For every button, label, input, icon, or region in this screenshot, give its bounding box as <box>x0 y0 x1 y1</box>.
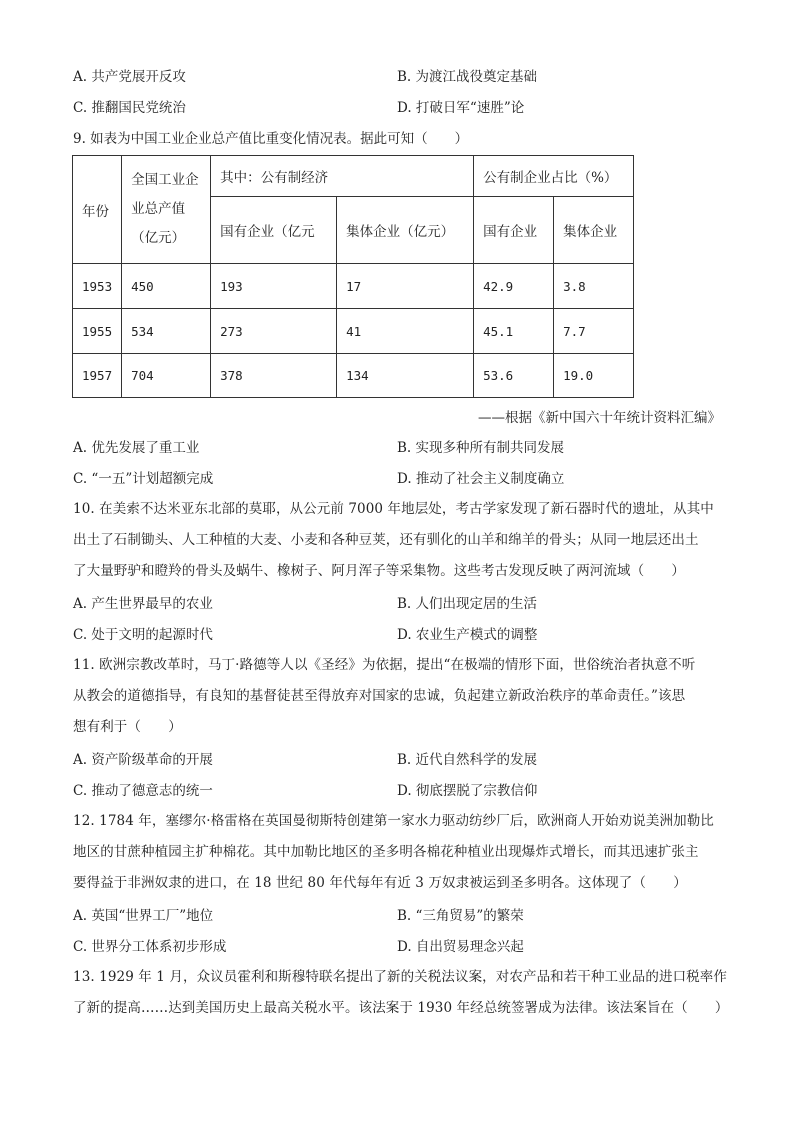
header-public-share: 公有制企业占比（%） <box>474 156 634 197</box>
header-state-share: 国有企业 <box>474 197 554 264</box>
q8-option-a: A. 共产党展开反攻 <box>73 69 186 85</box>
q11-option-a: A. 资产阶级革命的开展 <box>73 752 213 768</box>
q13-stem: 13. 1929 年 1 月，众议员霍利和斯穆特联名提出了新的关税法议案，对农产品和若干种工业品的进口税率作 了新的提高……达到美国历史上最高关税水平。该法案于 1930 年经总统签署成为法律。该法案旨在（ ） <box>73 969 729 1016</box>
header-state-owned: 国有企业（亿元 <box>211 197 337 264</box>
q8-option-c: C. 推翻国民党统治 <box>73 100 186 116</box>
q9-option-c: C. “一五”计划超额完成 <box>73 471 214 487</box>
q10-option-c: C. 处于文明的起源时代 <box>73 627 213 643</box>
header-collective-share: 集体企业 <box>554 197 634 264</box>
q11-option-c: C. 推动了德意志的统一 <box>73 783 213 799</box>
q12-stem: 12. 1784 年，塞缪尔·格雷格在英国曼彻斯特创建第一家水力驱动纺纱厂后，欧洲商人开始劝说美洲加勒比 地区的甘蔗种植园主扩种棉花。其中加勒比地区的圣多明各棉花种植业出现爆炸式增长，而其迅速扩张主 要得益于非洲奴隶的进口，在 18 世纪 80 年代每年有近 3 万奴隶被运到圣多明各。这体现了（ ） <box>73 813 714 891</box>
q12-option-a: A. 英国“世界工厂”地位 <box>73 908 214 924</box>
header-total-output: 全国工业企 业总产值 （亿元） <box>122 156 211 264</box>
header-collective: 集体企业（亿元） <box>337 197 474 264</box>
table-row: 1955 534 273 41 45.1 7.7 <box>73 309 634 354</box>
q12-option-b: B. “三角贸易”的繁荣 <box>397 908 524 924</box>
q10-option-a: A. 产生世界最早的农业 <box>73 596 213 612</box>
q10-option-d: D. 农业生产模式的调整 <box>397 627 538 643</box>
q8-option-b: B. 为渡江战役奠定基础 <box>397 69 538 85</box>
q11-option-b: B. 近代自然科学的发展 <box>397 752 538 768</box>
q11-stem: 11. 欧洲宗教改革时，马丁·路德等人以《圣经》为依据，提出“在极端的情形下面，世俗统治者执意不听 从教会的道德指导，有良知的基督徒甚至得放弃对国家的忠诚，负起建立新政治秩序的革命责任。”该思 想有利于（ ） <box>73 657 696 735</box>
header-year: 年份 <box>73 156 122 264</box>
q9-option-d: D. 推动了社会主义制度确立 <box>397 471 565 487</box>
q12-option-d: D. 自出贸易理念兴起 <box>397 939 524 955</box>
table-row: 1953 450 193 17 42.9 3.8 <box>73 264 634 309</box>
q9-stem: 9. 如表为中国工业企业总产值比重变化情况表。据此可知（ ） <box>73 131 469 147</box>
q10-stem: 10. 在美索不达米亚东北部的莫耶，从公元前 7000 年地层处，考古学家发现了新石器时代的遗址，从其中 出土了石制锄头、人工种植的大麦、小麦和各种豆荚，还有驯化的山羊和绵羊的骨头；从同一地层还出土 了大量野驴和瞪羚的骨头及蜗牛、橡树子、阿月浑子等采集物。这些考古发现反映了两河流域（ ） <box>73 501 714 579</box>
q10-option-b: B. 人们出现定居的生活 <box>397 596 538 612</box>
table-row: 1957 704 378 134 53.6 19.0 <box>73 354 634 398</box>
q9-option-b: B. 实现多种所有制共同发展 <box>397 440 565 456</box>
q9-option-a: A. 优先发展了重工业 <box>73 440 200 456</box>
q8-option-d: D. 打破日军“速胜”论 <box>397 100 525 116</box>
industry-output-table <box>72 155 634 398</box>
table-source: ——根据《新中国六十年统计资料汇编》 <box>478 410 721 426</box>
q11-option-d: D. 彻底摆脱了宗教信仰 <box>397 783 538 799</box>
q12-option-c: C. 世界分工体系初步形成 <box>73 939 227 955</box>
header-public-economy: 其中：公有制经济 <box>211 156 474 197</box>
